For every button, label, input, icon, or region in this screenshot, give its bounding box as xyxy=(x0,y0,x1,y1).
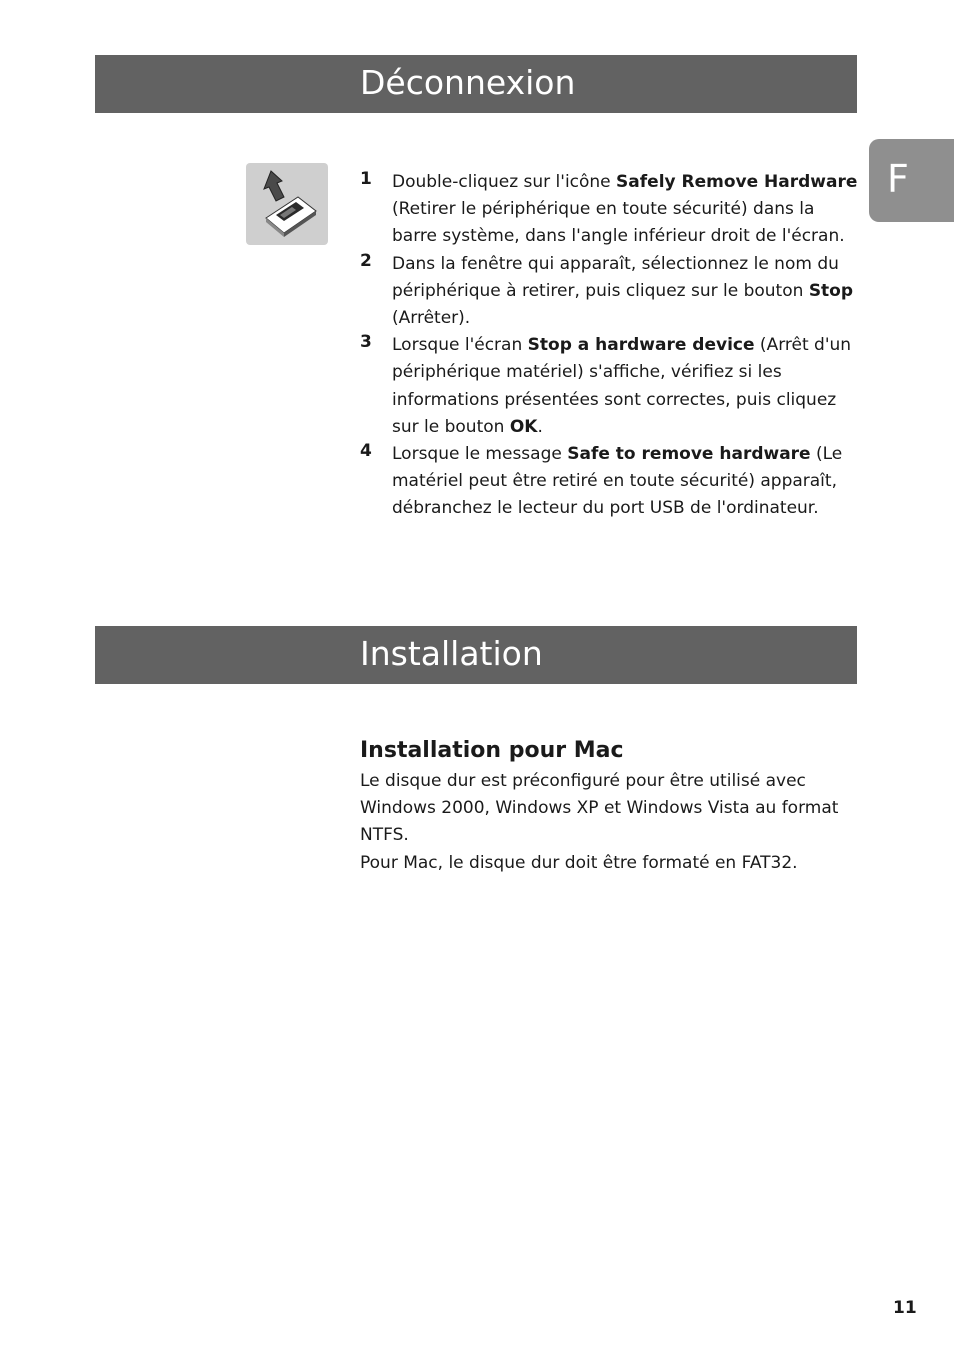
body-paragraph: Pour Mac, le disque dur doit être formaté en FAT32. xyxy=(360,853,798,873)
step-number: 2 xyxy=(360,250,372,271)
page-number: 11 xyxy=(893,1298,917,1318)
section-header-deconnexion xyxy=(95,55,857,113)
body-paragraph: Le disque dur est préconfiguré pour être utilisé avec Windows 2000, Windows XP et Windows Vista au format NTFS. xyxy=(360,771,839,846)
safely-remove-hardware-icon xyxy=(246,163,328,245)
section-header-installation xyxy=(95,626,857,684)
step-number: 1 xyxy=(360,169,372,189)
language-tab xyxy=(869,139,954,222)
subsection-heading: Installation pour Mac xyxy=(360,738,624,763)
step-text: Lorsque le message Safe to remove hardware (Le matériel peut être retiré en toute sécurité) apparaît, débranchez le lecteur du port USB de l'ordinateur. xyxy=(392,444,843,519)
language-tab-label: F xyxy=(887,157,909,201)
section-title: Installation xyxy=(360,634,543,673)
step-item xyxy=(360,441,860,523)
step-text: Lorsque l'écran Stop a hardware device (Arrêt d'un périphérique matériel) s'affiche, vérifiez si les informations présentées sont correctes, puis cliquez sur le bouton OK. xyxy=(392,335,852,437)
step-item xyxy=(360,332,860,441)
step-item xyxy=(360,169,860,251)
step-number: 4 xyxy=(360,441,372,462)
step-text: Dans la fenêtre qui apparaît, sélectionnez le nom du périphérique à retirer, puis cliquez sur le bouton Stop (Arrêter). xyxy=(392,253,854,329)
steps-list xyxy=(360,169,860,523)
section-title: Déconnexion xyxy=(360,63,576,102)
step-number: 3 xyxy=(360,332,372,353)
step-item xyxy=(360,251,860,333)
step-text: Double-cliquez sur l'icône Safely Remove Hardware (Retirer le périphérique en toute sécurité) dans la barre système, dans l'angle inférieur droit de l'écran. xyxy=(392,172,858,247)
